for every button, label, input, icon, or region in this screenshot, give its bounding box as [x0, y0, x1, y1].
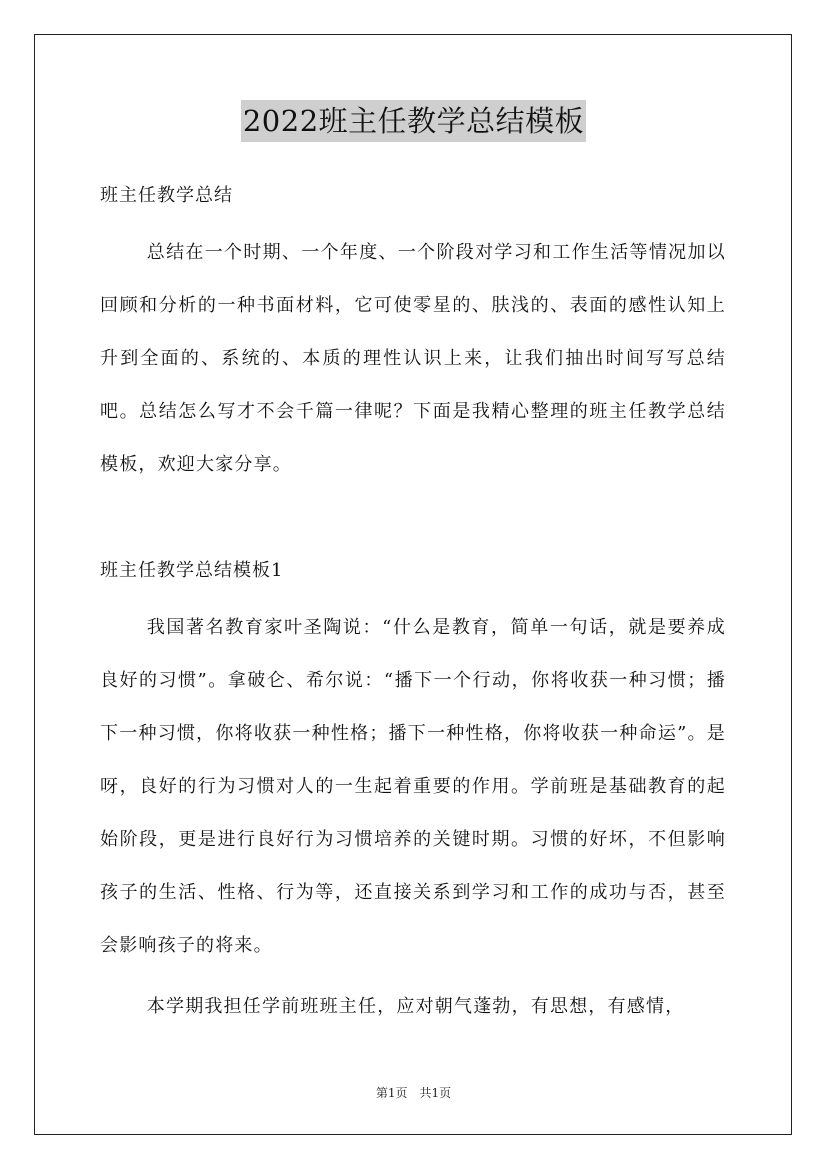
body-paragraph-1: 我国著名教育家叶圣陶说：“什么是教育，简单一句话，就是要养成良好的习惯”。拿破仑、希尔说：“播下一个行动，你将收获一种习惯；播下一种习惯，你将收获一种性格；播下一种性格，你将收获一种命运”。是呀，良好的行为习惯对人的一生起着重要的作用。学前班是基础教育的起始阶段，更是进行良好行为习惯培养的关键时期。习惯的好坏，不但影响孩子的生活、性格、行为等，还直接关系到学习和工作的成功与否，甚至会影响孩子的将来。 — [100, 617, 726, 956]
section-heading-2: 班主任教学总结模板1 — [100, 560, 284, 581]
section-heading-1: 班主任教学总结 — [100, 185, 233, 206]
page-footer: 第1页 共1页 — [375, 1086, 452, 1100]
document-title: 2022班主任教学总结模板 — [241, 100, 586, 142]
title-wrap — [0, 100, 827, 142]
body-paragraph-2: 本学期我担任学前班班主任，应对朝气蓬勃，有思想，有感情， — [146, 996, 685, 1017]
intro-paragraph: 总结在一个时期、一个年度、一个阶段对学习和工作生活等情况加以回顾和分析的一种书面材料，它可使零星的、肤浅的、表面的感性认知上升到全面的、系统的、本质的理性认识上来，让我们抽出时间写写总结吧。总结怎么写才不会千篇一律呢？下面是我精心整理的班主任教学总结模板，欢迎大家分享。 — [100, 242, 726, 475]
section-gap — [100, 491, 726, 547]
document-body — [100, 172, 726, 1033]
